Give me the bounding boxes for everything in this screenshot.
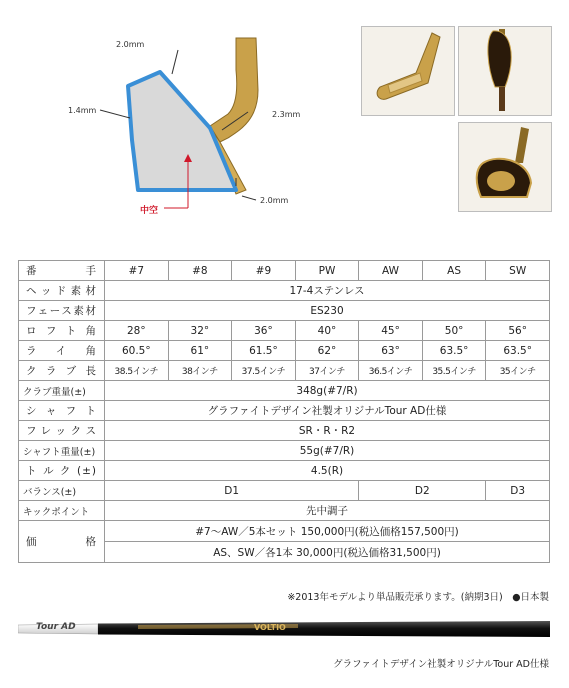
table-row-torque [19, 461, 550, 481]
header-cell: PW [295, 261, 359, 281]
club-head-cavity-photo [458, 122, 552, 212]
arrow-top [172, 50, 178, 74]
cell-value: 37.5インチ [232, 361, 296, 381]
cell-value: 36° [232, 321, 296, 341]
table-row-shaft-weight [19, 441, 550, 461]
table-row-head-material [19, 281, 550, 301]
row-label: ライ角 [19, 341, 105, 361]
row-label: シャフト [19, 401, 105, 421]
header-cell: #7 [105, 261, 169, 281]
row-label: ヘッド素材 [19, 281, 105, 301]
cell-value: 348g(#7/R) [105, 381, 550, 401]
cell-value: グラファイトデザイン社製オリジナルTour AD仕様 [105, 401, 550, 421]
table-row-flex [19, 421, 550, 441]
cell-value: #7〜AW／5本セット 150,000円(税込価格157,500円) [105, 521, 550, 542]
cell-value: D2 [359, 481, 486, 501]
table-row-length [19, 361, 550, 381]
cell-value: 63.5° [422, 341, 486, 361]
row-label: ロフト角 [19, 321, 105, 341]
header-cell: #8 [168, 261, 232, 281]
cell-value: 37インチ [295, 361, 359, 381]
cell-value: D1 [105, 481, 359, 501]
cell-value: 28° [105, 321, 169, 341]
row-label: キックポイント [19, 501, 105, 521]
cell-value: 4.5(R) [105, 461, 550, 481]
cell-value: 61.5° [232, 341, 296, 361]
club-head-cavity-svg [459, 123, 551, 211]
label-bottom-thickness: 2.0mm [260, 196, 289, 205]
cell-value: 38.5インチ [105, 361, 169, 381]
shaft-image [18, 620, 550, 638]
cell-value: SR・R・R2 [105, 421, 550, 441]
cell-value: 先中調子 [105, 501, 550, 521]
table-row-lie [19, 341, 550, 361]
table-row-face-material [19, 301, 550, 321]
cell-value: 61° [168, 341, 232, 361]
club-head-front-photo [361, 26, 455, 116]
cell-value: 40° [295, 321, 359, 341]
hosel-shape [210, 38, 258, 142]
cell-value: 56° [486, 321, 550, 341]
row-label: トルク(±) [19, 461, 105, 481]
header-cell: #9 [232, 261, 296, 281]
row-label: シャフト重量(±) [19, 441, 105, 461]
header-cell: AS [422, 261, 486, 281]
row-label: フレックス [19, 421, 105, 441]
club-head-front-svg [362, 27, 454, 115]
table-row-balance [19, 481, 550, 501]
row-label: フェース素材 [19, 301, 105, 321]
cell-value: 63° [359, 341, 423, 361]
cell-value: AS、SW／各1本 30,000円(税込価格31,500円) [105, 542, 550, 563]
header-cell: AW [359, 261, 423, 281]
cell-value: 60.5° [105, 341, 169, 361]
row-label: 価格 [19, 521, 105, 563]
head-cross-section-diagram [60, 30, 330, 220]
shaft-caption: グラファイトデザイン社製オリジナルTour AD仕様 [333, 659, 549, 670]
cell-value: 55g(#7/R) [105, 441, 550, 461]
cell-value: D3 [486, 481, 550, 501]
cell-value: ES230 [105, 301, 550, 321]
table-row-shaft [19, 401, 550, 421]
table-row-header [19, 261, 550, 281]
footnote: ※2013年モデルより単品販売承ります。(納期3日) ●日本製 [287, 592, 549, 603]
cell-value: 45° [359, 321, 423, 341]
header-cell: 番手 [19, 261, 105, 281]
row-label: バランス(±) [19, 481, 105, 501]
row-label: クラブ長 [19, 361, 105, 381]
table-row-club-weight [19, 381, 550, 401]
arrow-left [100, 110, 130, 118]
label-right-thickness: 2.3mm [272, 110, 301, 119]
table-row-loft [19, 321, 550, 341]
cell-value: 63.5° [486, 341, 550, 361]
club-head-back-photo [458, 26, 552, 116]
header-cell: SW [486, 261, 550, 281]
label-hollow: 中空 [140, 206, 159, 216]
cell-value: 35インチ [486, 361, 550, 381]
cell-value: 17-4ステンレス [105, 281, 550, 301]
label-top-thickness: 2.0mm [116, 40, 145, 49]
club-head-back-svg [459, 27, 551, 115]
cell-value: 35.5インチ [422, 361, 486, 381]
label-left-thickness: 1.4mm [68, 106, 97, 115]
spec-table [18, 260, 550, 563]
cross-section-svg [60, 30, 330, 220]
cell-value: 38インチ [168, 361, 232, 381]
arrow-bottom-2 [242, 196, 256, 200]
table-row-kick-point [19, 501, 550, 521]
cell-value: 62° [295, 341, 359, 361]
cell-value: 50° [422, 321, 486, 341]
shaft-model-label: VOLTIO [254, 623, 286, 632]
shaft-brand-label: Tour AD [36, 622, 76, 632]
cell-value: 36.5インチ [359, 361, 423, 381]
table-row-price-1 [19, 521, 550, 542]
cell-value: 32° [168, 321, 232, 341]
row-label: クラブ重量(±) [19, 381, 105, 401]
